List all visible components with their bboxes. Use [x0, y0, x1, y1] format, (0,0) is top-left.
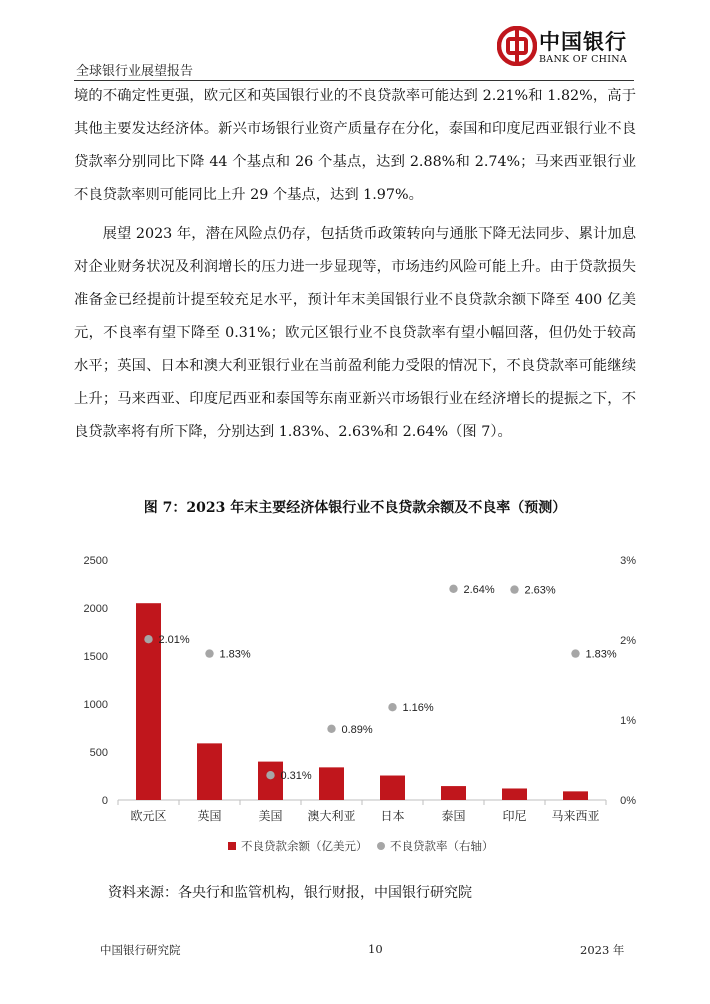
left-axis-tick-label: 500 [89, 747, 108, 759]
rate-point [449, 585, 457, 593]
category-label: 美国 [258, 809, 283, 823]
bar-npl-balance [380, 776, 405, 800]
left-axis-tick-label: 1000 [83, 699, 108, 711]
rate-data-label: 1.83% [585, 648, 617, 661]
rate-data-label: 1.16% [402, 702, 434, 715]
legend-bar-label: 不良贷款余额（亿美元） [241, 839, 368, 853]
legend-rate-swatch [377, 842, 385, 850]
paragraph-1: 境的不确定性更强，欧元区和英国银行业的不良贷款率可能达到 2.21%和 1.82%，高于其他主要发达经济体。新兴市场银行业资产质量存在分化，泰国和印度尼西亚银行业不良贷款率分别同比下降 44 个基点和 26 个基点，达到 2.88%和 2.74%；马来西亚银行业不良贷款率则可能同比上升 29 个基点，达到 1.97%。 [74, 88, 636, 203]
bank-of-china-emblem-icon [497, 26, 537, 66]
category-label: 日本 [380, 809, 405, 823]
figure-source: 资料来源：各央行和监管机构，银行财报，中国银行研究院 [108, 885, 472, 901]
category-label: 英国 [197, 809, 222, 823]
bar-npl-balance [441, 786, 466, 800]
rate-point [510, 585, 518, 593]
rate-point [266, 771, 274, 779]
right-axis-tick-label: 2% [620, 635, 636, 647]
bar-npl-balance [197, 743, 222, 800]
rate-data-label: 1.83% [219, 648, 251, 661]
figure-title: 图 7：2023 年末主要经济体银行业不良贷款余额及不良率（预测） [143, 500, 567, 516]
left-axis-tick-label: 1500 [83, 651, 108, 663]
bar-npl-balance [502, 788, 527, 800]
right-axis-tick-label: 1% [620, 715, 636, 727]
rate-point [327, 725, 335, 733]
rate-data-label: 0.89% [341, 723, 373, 736]
bar-npl-balance [258, 762, 283, 800]
footer-year: 2023 年 [580, 943, 625, 957]
report-title: 全球银行业展望报告 [76, 64, 194, 79]
page-number: 10 [368, 942, 383, 956]
bar-npl-balance [563, 791, 588, 800]
legend-rate-label: 不良贷款率（右轴） [390, 839, 494, 853]
category-label: 马来西亚 [551, 809, 600, 823]
rate-point [388, 703, 396, 711]
rate-data-label: 2.64% [463, 583, 495, 596]
left-axis-tick-label: 0 [101, 795, 108, 807]
rate-data-label: 0.31% [280, 770, 312, 783]
category-label: 印尼 [502, 809, 527, 823]
rate-point [144, 635, 152, 643]
rate-point [571, 649, 579, 657]
bar-npl-balance [319, 767, 344, 800]
bank-logo [497, 24, 637, 72]
npl-chart [0, 540, 710, 860]
right-axis-tick-label: 3% [620, 555, 636, 567]
rate-point [205, 649, 213, 657]
right-axis-tick-label: 0% [620, 795, 636, 807]
legend-bar-swatch [228, 842, 236, 850]
paragraph-2: 展望 2023 年，潜在风险点仍存，包括货币政策转向与通胀下降无法同步、累计加息对企业财务状况及利润增长的压力进一步显现等，市场违约风险可能上升。由于贷款损失准备金已经提前计提至较充足水平，预计年末美国银行业不良贷款余额下降至 400 亿美元，不良率有望下降至 0.31%；欧元区银行业不良贷款率有望小幅回落，但仍处于较高水平；英国、日本和澳大利亚银行业在当前盈利能力受限的情况下，不良贷款率可能继续上升；马来西亚、印度尼西亚和泰国等东南亚新兴市场银行业在经济增长的提振之下，不良贷款率将有所下降，分别达到 1.83%、2.63%和 2.64%（图 7）。 [74, 226, 636, 440]
category-label: 泰国 [441, 809, 466, 823]
footer-institution: 中国银行研究院 [100, 943, 181, 957]
logo-chinese-name: 中国银行 [539, 30, 627, 54]
category-label: 欧元区 [130, 809, 167, 823]
logo-english-name: BANK OF CHINA [539, 54, 628, 65]
bar-npl-balance [136, 603, 161, 800]
rate-data-label: 2.01% [158, 634, 190, 647]
left-axis-tick-label: 2500 [83, 555, 108, 567]
left-axis-tick-label: 2000 [83, 603, 108, 615]
rate-data-label: 2.63% [524, 584, 556, 597]
category-label: 澳大利亚 [307, 809, 356, 823]
